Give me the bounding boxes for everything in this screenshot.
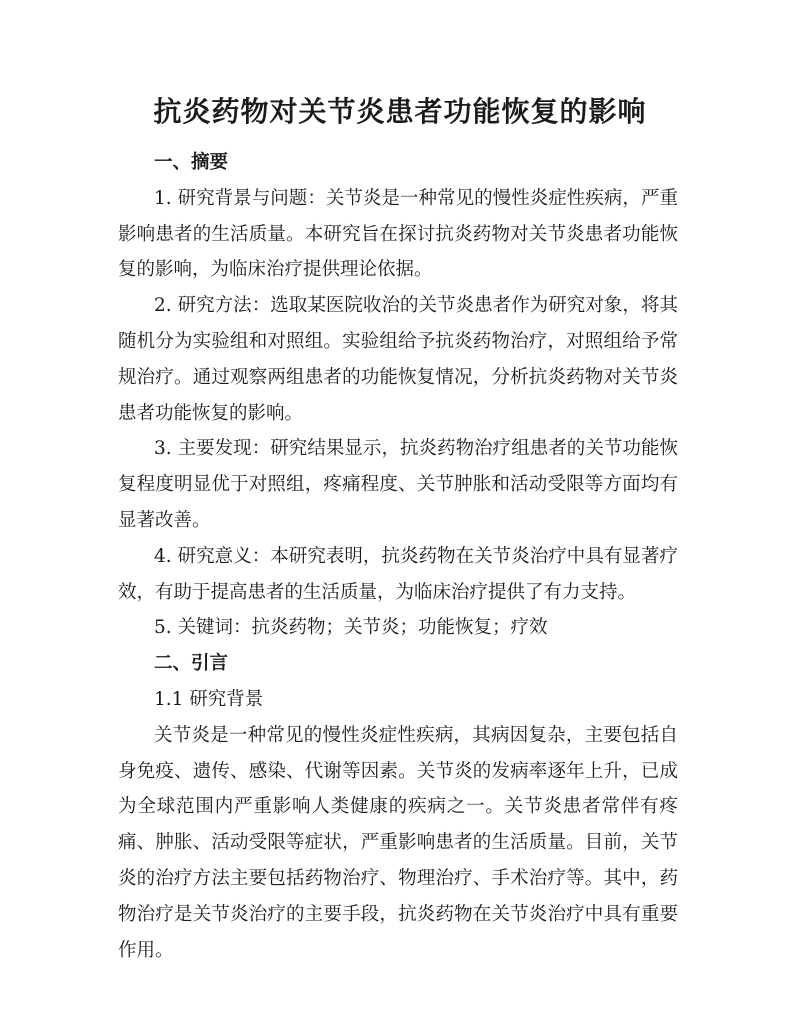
abstract-item-background: 1. 研究背景与问题：关节炎是一种常见的慢性炎症性疾病，严重影响患者的生活质量。本研究旨在探讨抗炎药物对关节炎患者功能恢复的影响，为临床治疗提供理论依据。 — [118, 187, 678, 281]
subsection-heading-background: 1.1 研究背景 — [154, 688, 264, 710]
document-title: 抗炎药物对关节炎患者功能恢复的影响 — [153, 95, 647, 128]
abstract-item-keywords: 5. 关键词：抗炎药物；关节炎；功能恢复；疗效 — [154, 617, 548, 639]
section-heading-abstract: 一、摘要 — [154, 152, 229, 173]
abstract-item-methods: 2. 研究方法：选取某医院收治的关节炎患者作为研究对象，将其随机分为实验组和对照组。实验组给予抗炎药物治疗，对照组给予常规治疗。通过观察两组患者的功能恢复情况，分析抗炎药物对关节炎患者功能恢复的影响。 — [118, 295, 678, 424]
abstract-item-significance: 4. 研究意义：本研究表明，抗炎药物在关节炎治疗中具有显著疗效，有助于提高患者的生活质量，为临床治疗提供了有力支持。 — [118, 545, 678, 603]
document-body — [118, 145, 678, 968]
intro-paragraph: 关节炎是一种常见的慢性炎症性疾病，其病因复杂，主要包括自身免疫、遗传、感染、代谢等因素。关节炎的发病率逐年上升，已成为全球范围内严重影响人类健康的疾病之一。关节炎患者常伴有疼痛、肿胀、活动受限等症状，严重影响患者的生活质量。目前，关节炎的治疗方法主要包括药物治疗、物理治疗、手术治疗等。其中，药物治疗是关节炎治疗的主要手段，抗炎药物在关节炎治疗中具有重要作用。 — [118, 724, 678, 961]
section-heading-intro: 二、引言 — [154, 653, 229, 675]
abstract-item-findings: 3. 主要发现：研究结果显示，抗炎药物治疗组患者的关节功能恢复程度明显优于对照组，疼痛程度、关节肿胀和活动受限等方面均有显著改善。 — [118, 438, 678, 531]
